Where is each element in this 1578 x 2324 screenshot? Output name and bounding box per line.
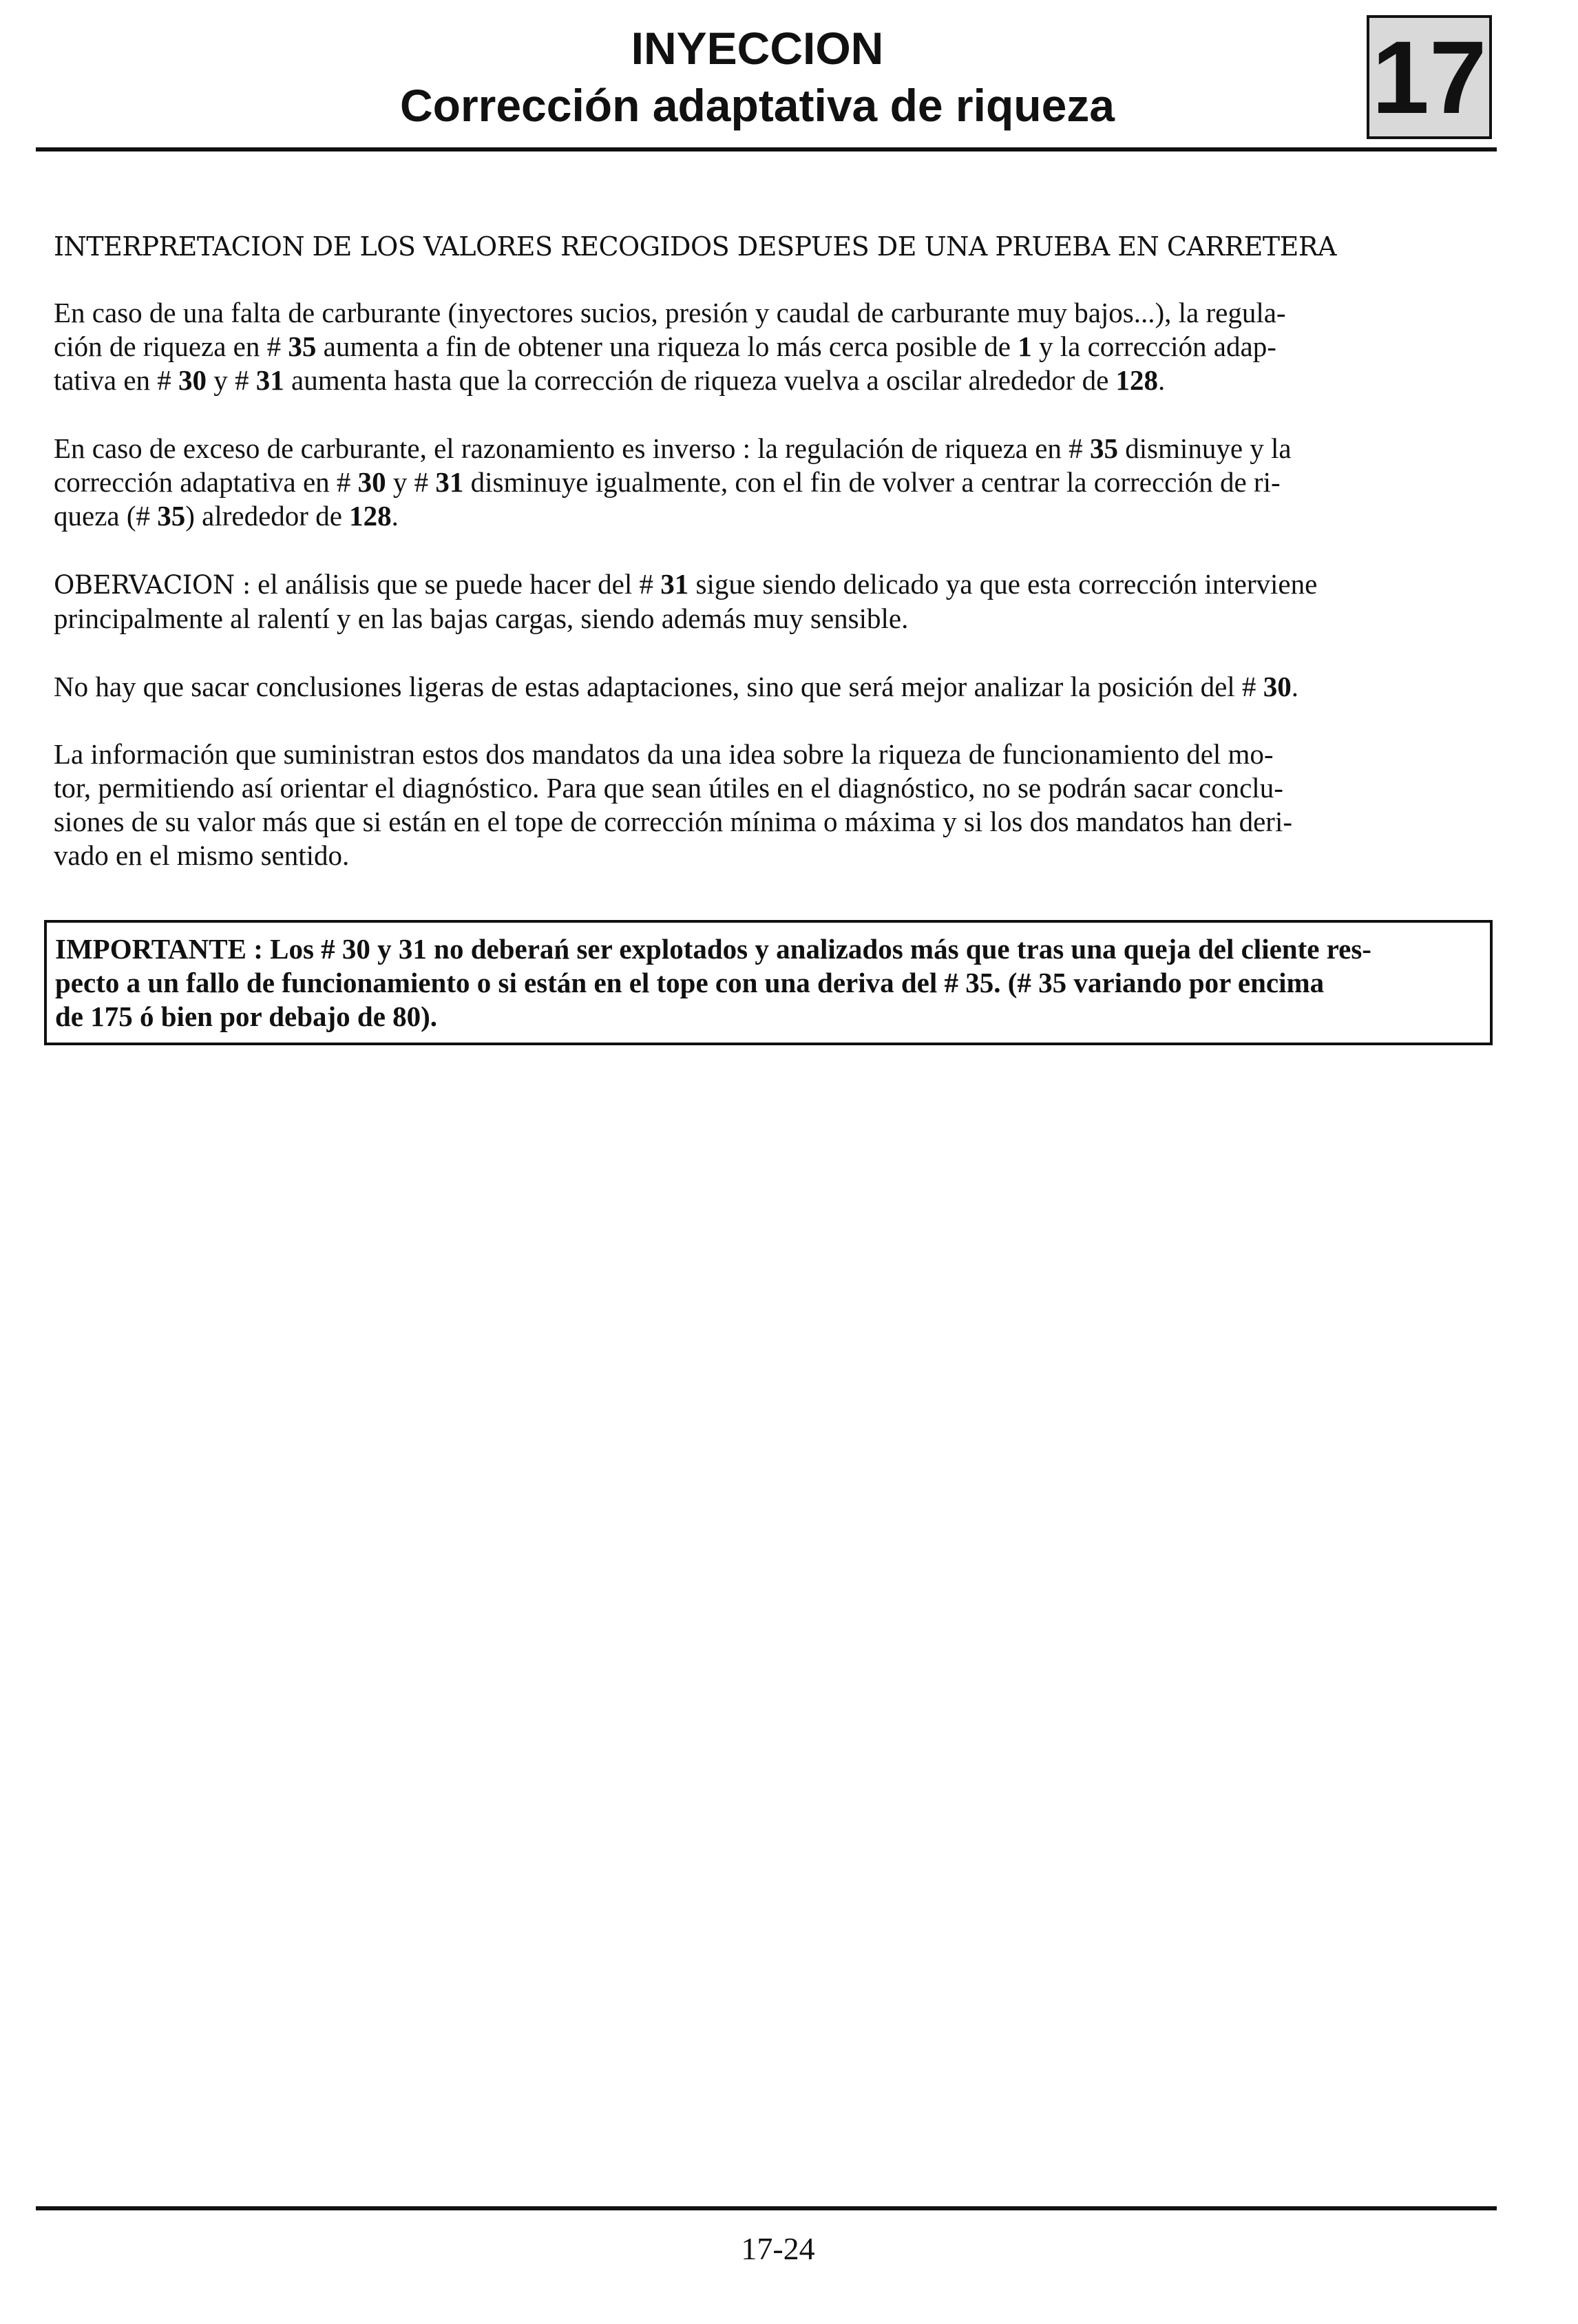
section-heading: INTERPRETACION DE LOS VALORES RECOGIDOS DESPUES DE UNA PRUEBA EN CARRETERA [54, 231, 1336, 262]
text-line: IMPORTANTE : Los # 30 y 31 no deberań ser explotados y analizados más que tras una queja del cliente res- [55, 933, 1371, 965]
text-line: vado en el mismo sentido. [54, 839, 350, 871]
header-rule [36, 147, 1497, 151]
paragraph-fuel-shortage [54, 296, 1444, 397]
paragraph-conclusions [54, 670, 1444, 704]
text-line: La información que suministran estos dos mandatos da una idea sobre la riqueza de funcionamiento del mo- [54, 738, 1274, 770]
paragraph-information [54, 737, 1444, 872]
observation-label: OBERVACION : [54, 570, 251, 600]
text-line: corrección adaptativa en # 30 y # 31 disminuye igualmente, con el fin de volver a centrar la corrección de ri- [54, 466, 1281, 498]
text-line: OBERVACION : el análisis que se puede hacer del # 31 sigue siendo delicado ya que esta corrección interviene [54, 568, 1318, 600]
text-line: queza (# 35) alrededor de 128. [54, 500, 399, 532]
page-title: INYECCION [631, 23, 884, 74]
paragraph-observation [54, 567, 1444, 636]
footer-rule [36, 2206, 1497, 2210]
page-number: 17-24 [741, 2231, 815, 2266]
paragraph-fuel-excess [54, 432, 1444, 533]
text-line: tativa en # 30 y # 31 aumenta hasta que la corrección de riqueza vuelva a oscilar alrededor de 128. [54, 364, 1166, 396]
important-notice-box [44, 920, 1493, 1045]
important-notice-text [55, 932, 1446, 1034]
text-line: siones de su valor más que si están en el tope de corrección mínima o máxima y si los dos mandatos han deri- [54, 806, 1292, 837]
text-line: ción de riqueza en # 35 aumenta a fin de obtener una riqueza lo más cerca posible de 1 y la corrección adap- [54, 331, 1276, 362]
text-line: de 175 ó bien por debajo de 80). [55, 1001, 438, 1032]
text-line: tor, permitiendo así orientar el diagnóstico. Para que sean útiles en el diagnóstico, no se podrán sacar conclu- [54, 772, 1283, 804]
text-line: principalmente al ralentí y en las bajas cargas, siendo además muy sensible. [54, 603, 909, 634]
text-line: pecto a un fallo de funcionamiento o si están en el tope con una deriva del # 35. (# 35 variando por encima [55, 967, 1325, 998]
text-line: En caso de una falta de carburante (inyectores sucios, presión y caudal de carburante muy bajos...), la regula- [54, 297, 1286, 328]
text-line: No hay que sacar conclusiones ligeras de estas adaptaciones, sino que será mejor analizar la posición del # 30. [54, 671, 1298, 702]
chapter-number-badge: 17 [1367, 15, 1492, 139]
page-subtitle: Corrección adaptativa de riqueza [400, 80, 1115, 131]
text-line: En caso de exceso de carburante, el razonamiento es inverso : la regulación de riqueza en # 35 disminuye y la [54, 432, 1292, 464]
